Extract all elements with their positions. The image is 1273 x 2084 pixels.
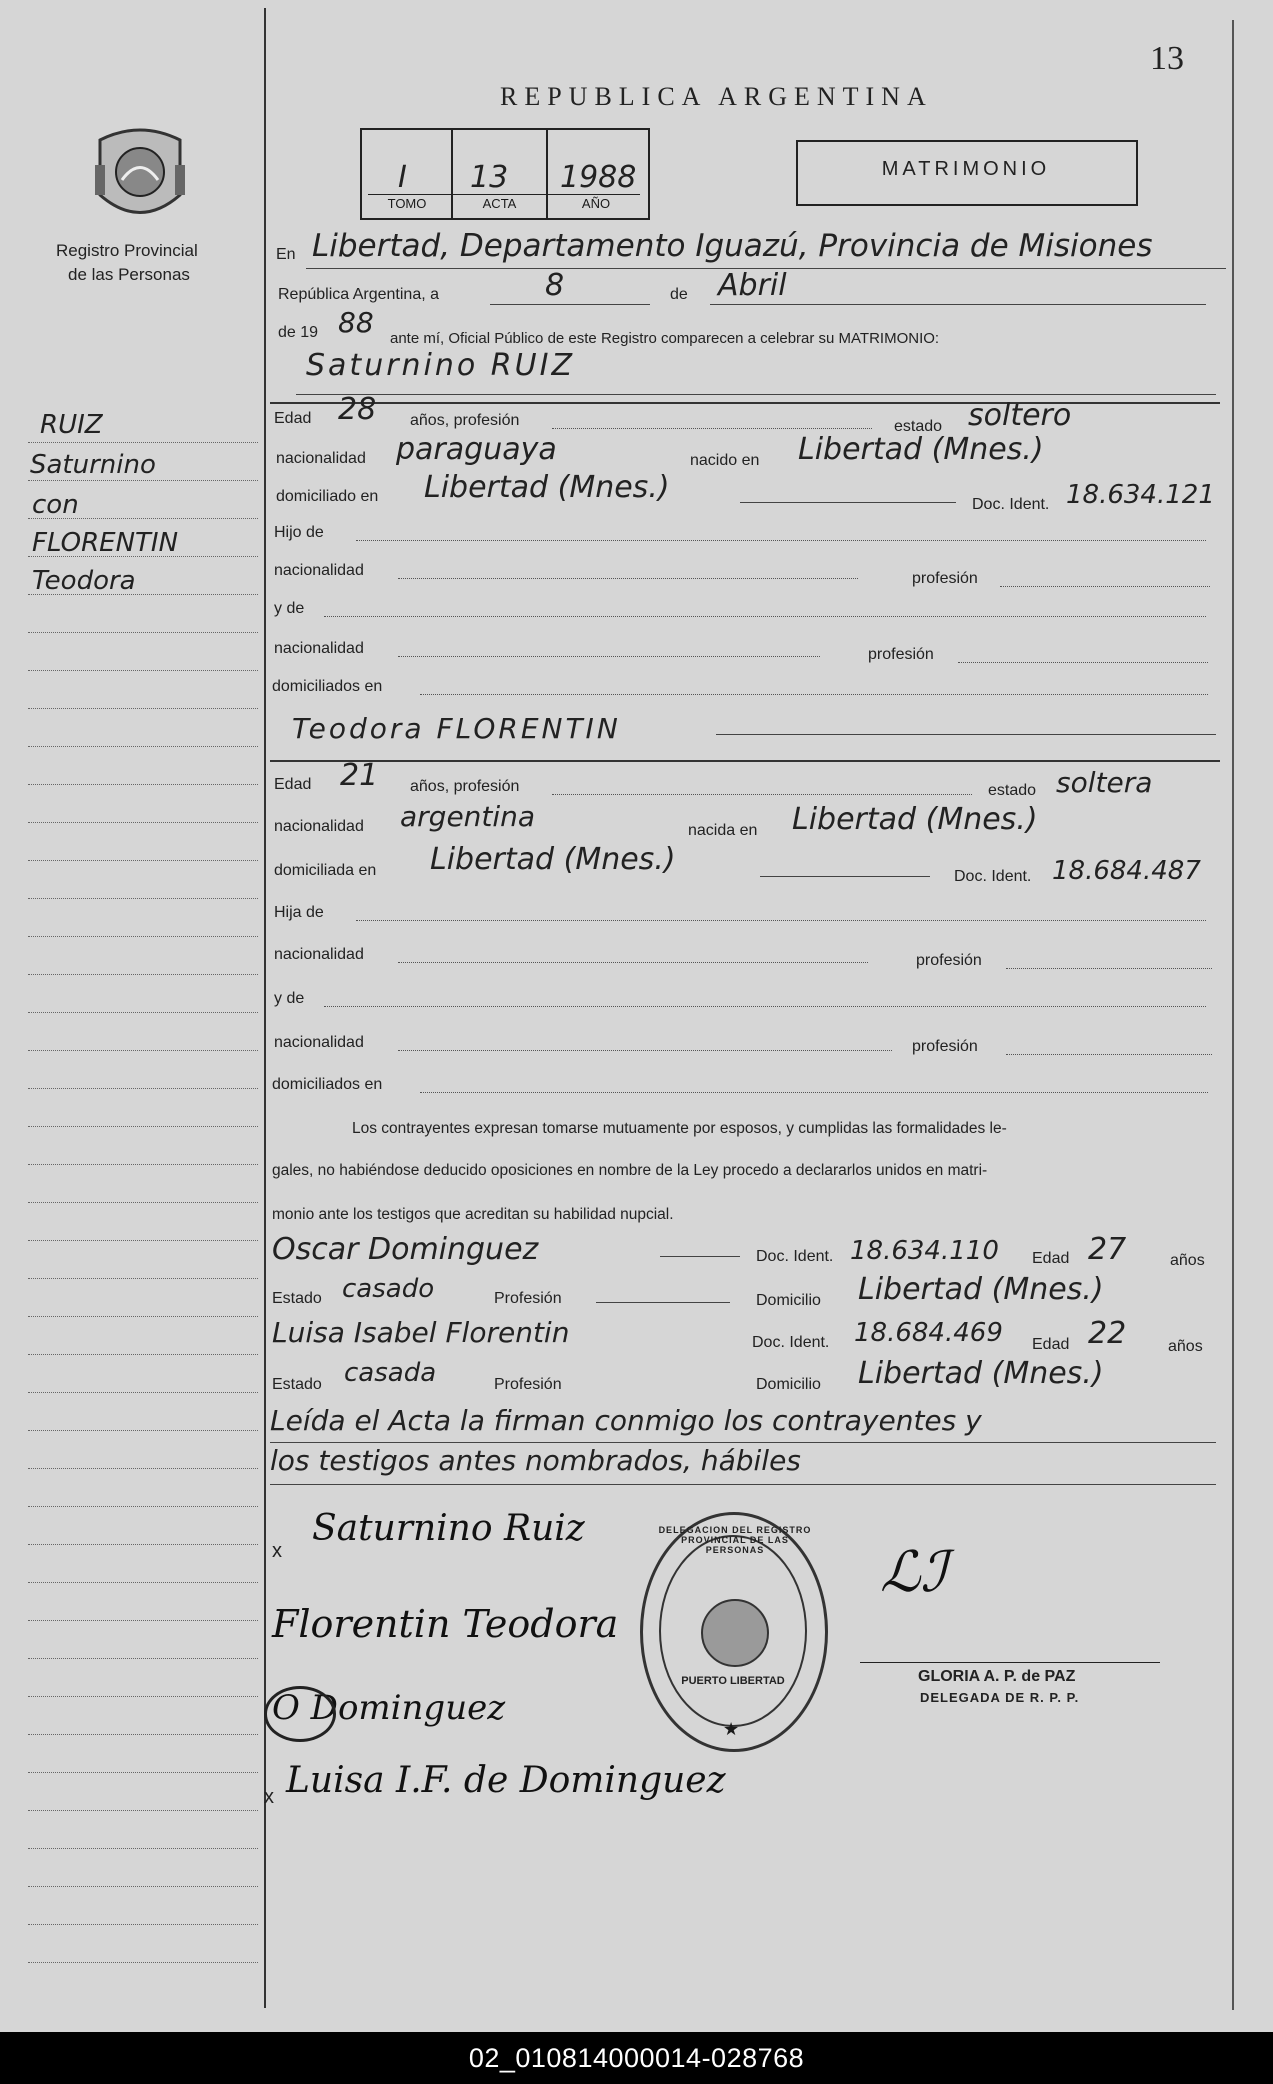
- intro-republica-label: República Argentina, a: [278, 286, 439, 303]
- margin-ruled-line: [28, 1734, 258, 1735]
- margin-ruled-line: [28, 1278, 258, 1279]
- bride-parent2-profesion-label: profesión: [912, 1038, 978, 1055]
- registry-name-line2: de las Personas: [68, 265, 190, 284]
- right-rule: [1232, 20, 1234, 2010]
- groom-estado: soltero: [968, 398, 1072, 433]
- intro-en-label: En: [276, 246, 296, 263]
- witness2-domicilio: Libertad (Mnes.): [858, 1356, 1104, 1391]
- witness2-anos-label: años: [1168, 1338, 1203, 1355]
- margin-ruled-line: [28, 822, 258, 823]
- country-heading: REPUBLICA ARGENTINA: [500, 82, 933, 111]
- page-number: 13: [1150, 40, 1184, 77]
- margin-ruled-line: [28, 594, 258, 595]
- margin-ruled-line: [28, 860, 258, 861]
- margin-ruled-line: [28, 1126, 258, 1127]
- bride-estado-label: estado: [988, 782, 1037, 799]
- witness2-age: 22: [1088, 1316, 1127, 1351]
- groom-doc-label: Doc. Ident.: [972, 496, 1050, 513]
- margin-ruled-line: [28, 1962, 258, 1963]
- margin-ruled-line: [28, 1582, 258, 1583]
- margin-ruled-line: [28, 974, 258, 975]
- bride-nacida-label: nacida en: [688, 822, 758, 839]
- declaration-line3: monio ante los testigos que acreditan su habilidad nupcial.: [272, 1206, 674, 1223]
- image-id-bar: 02_010814000014-028768: [0, 2032, 1273, 2084]
- margin-ruled-line: [28, 1430, 258, 1431]
- bride-hija-label: Hija de: [274, 904, 324, 921]
- witness1-domicilio-label: Domicilio: [756, 1292, 821, 1309]
- margin-ruled-line: [28, 670, 258, 671]
- margin-ruled-line: [28, 898, 258, 899]
- margin-ruled-line: [28, 1696, 258, 1697]
- margin-ruled-line: [28, 746, 258, 747]
- margin-note-firstname2: Teodora: [32, 566, 136, 596]
- declaration-line1: Los contrayentes expresan tomarse mutuamente por esposos, y cumplidas las formalidades le-: [352, 1120, 1007, 1137]
- witness2-signature: Luisa I.F. de Dominguez: [286, 1760, 726, 1801]
- margin-ruled-line: [28, 1468, 258, 1469]
- groom-domicilio: Libertad (Mnes.): [424, 470, 670, 505]
- witness2-domicilio-label: Domicilio: [756, 1376, 821, 1393]
- bride-parent1-nacionalidad-label: nacionalidad: [274, 946, 364, 963]
- margin-ruled-line: [28, 1620, 258, 1621]
- margin-ruled-line: [28, 1810, 258, 1811]
- seal-emblem-icon: [701, 1599, 769, 1667]
- witness1-age: 27: [1088, 1232, 1127, 1267]
- margin-ruled-line: [28, 1202, 258, 1203]
- bride-domicilio: Libertad (Mnes.): [430, 842, 676, 877]
- witness1-signature: O Dominguez: [272, 1688, 506, 1728]
- margin-ruled-line: [28, 556, 258, 557]
- bride-parent1-profesion-label: profesión: [916, 952, 982, 969]
- witness2-edad-label: Edad: [1032, 1336, 1070, 1353]
- bride-doc-label: Doc. Ident.: [954, 868, 1032, 885]
- bride-nacionalidad: argentina: [400, 800, 536, 833]
- bride-domiciliada-label: domiciliada en: [274, 862, 377, 879]
- groom-signature: Saturnino Ruiz: [312, 1508, 585, 1549]
- margin-ruled-line: [28, 1392, 258, 1393]
- bride-domiciliados-label: domiciliados en: [272, 1076, 383, 1093]
- acta-value: 13: [470, 160, 509, 195]
- witness2-estado-label: Estado: [272, 1376, 322, 1393]
- closing-line2: los testigos antes nombrados, hábiles: [270, 1444, 801, 1477]
- margin-ruled-line: [28, 1848, 258, 1849]
- margin-ruled-line: [28, 1316, 258, 1317]
- margin-ruled-line: [28, 936, 258, 937]
- bride-estado: soltera: [1056, 766, 1153, 799]
- closing-line1: Leída el Acta la firman conmigo los contrayentes y: [270, 1404, 982, 1437]
- witness2-doc-label: Doc. Ident.: [752, 1334, 830, 1351]
- groom-domiciliados-label: domiciliados en: [272, 678, 383, 695]
- intro-day: 8: [545, 268, 565, 303]
- bride-age: 21: [340, 758, 379, 793]
- witness1-doc-label: Doc. Ident.: [756, 1248, 834, 1265]
- groom-parent2-nacionalidad-label: nacionalidad: [274, 640, 364, 657]
- intro-place: Libertad, Departamento Iguazú, Provincia de Misiones: [312, 228, 1153, 264]
- margin-ruled-line: [28, 1886, 258, 1887]
- margin-ruled-line: [28, 1164, 258, 1165]
- intro-statement: ante mí, Oficial Público de este Registro comparecen a celebrar su MATRIMONIO:: [390, 330, 940, 347]
- bride-yde-label: y de: [274, 990, 305, 1007]
- province-emblem-icon: [90, 120, 190, 230]
- witness1-profesion-label: Profesión: [494, 1290, 562, 1307]
- groom-estado-label: estado: [894, 418, 943, 435]
- bride-signature: Florentin Teodora: [272, 1602, 619, 1646]
- groom-parent1-profesion-label: profesión: [912, 570, 978, 587]
- intro-de-label: de: [670, 286, 688, 303]
- margin-note-con: con: [32, 490, 79, 520]
- margin-ruled-line: [28, 632, 258, 633]
- margin-ruled-line: [28, 1050, 258, 1051]
- margin-ruled-line: [28, 1240, 258, 1241]
- record-type-label: MATRIMONIO: [881, 158, 1051, 180]
- margin-ruled-line: [28, 1924, 258, 1925]
- margin-ruled-line: [28, 1354, 258, 1355]
- groom-nacionalidad-label: nacionalidad: [276, 450, 366, 467]
- groom-parent1-nacionalidad-label: nacionalidad: [274, 562, 364, 579]
- margin-ruled-line: [28, 518, 258, 519]
- margin-ruled-line: [28, 1088, 258, 1089]
- groom-domiciliado-label: domiciliado en: [276, 488, 379, 505]
- witness2-name: Luisa Isabel Florentin: [272, 1316, 570, 1349]
- registry-name-line1: Registro Provincial: [56, 241, 198, 260]
- groom-anos-profesion-label: años, profesión: [410, 412, 520, 429]
- seal-center-text: PUERTO LIBERTAD: [681, 1675, 785, 1687]
- bride-name: Teodora FLORENTIN: [292, 712, 621, 745]
- intro-month: Abril: [718, 268, 787, 303]
- witness1-doc: 18.634.110: [850, 1236, 999, 1266]
- groom-edad-label: Edad: [274, 410, 312, 427]
- groom-parent2-profesion-label: profesión: [868, 646, 934, 663]
- declaration-line2: gales, no habiéndose deducido oposiciones en nombre de la Ley procedo a declararlos unidos en matri-: [272, 1162, 988, 1179]
- witness1-estado: casado: [342, 1274, 435, 1304]
- groom-name: Saturnino RUIZ: [306, 348, 575, 383]
- margin-ruled-line: [28, 708, 258, 709]
- margin-ruled-line: [28, 1012, 258, 1013]
- margin-ruled-line: [28, 1658, 258, 1659]
- bride-edad-label: Edad: [274, 776, 312, 793]
- witness1-name: Oscar Dominguez: [272, 1232, 539, 1267]
- officer-title: DELEGADA DE R. P. P.: [920, 1690, 1080, 1705]
- acta-label: ACTA: [482, 196, 517, 211]
- margin-ruled-line: [28, 1544, 258, 1545]
- officer-name: GLORIA A. P. de PAZ: [918, 1668, 1076, 1685]
- groom-nacido-label: nacido en: [690, 452, 760, 469]
- margin-ruled-line: [28, 1506, 258, 1507]
- officer-signature: ℒℐ: [880, 1540, 947, 1605]
- margin-ruled-line: [28, 480, 258, 481]
- tomo-value: I: [398, 160, 407, 195]
- groom-signature-mark: x: [272, 1540, 282, 1562]
- witness1-estado-label: Estado: [272, 1290, 322, 1307]
- bride-nacida: Libertad (Mnes.): [792, 802, 1038, 837]
- witness2-profesion-label: Profesión: [494, 1376, 562, 1393]
- groom-age: 28: [338, 392, 377, 427]
- witness1-edad-label: Edad: [1032, 1250, 1070, 1267]
- witness2-doc: 18.684.469: [854, 1318, 1003, 1348]
- groom-yde-label: y de: [274, 600, 305, 617]
- groom-hijo-label: Hijo de: [274, 524, 324, 541]
- margin-note-surname: RUIZ: [40, 410, 103, 440]
- anio-label: AÑO: [581, 196, 611, 211]
- witness2-signature-mark: x: [264, 1786, 274, 1808]
- tomo-label: TOMO: [387, 196, 427, 211]
- bride-parent2-nacionalidad-label: nacionalidad: [274, 1034, 364, 1051]
- witness1-domicilio: Libertad (Mnes.): [858, 1272, 1104, 1307]
- intro-year-suffix: 88: [338, 306, 374, 339]
- margin-note-firstname: Saturnino: [30, 450, 156, 480]
- margin-ruled-line: [28, 442, 258, 443]
- margin-ruled-line: [28, 1772, 258, 1773]
- bride-nacionalidad-label: nacionalidad: [274, 818, 364, 835]
- groom-nacido: Libertad (Mnes.): [798, 432, 1044, 467]
- seal-ring-text: DELEGACION DEL REGISTRO PROVINCIAL DE LAS PERSONAS: [658, 1525, 812, 1555]
- bride-doc: 18.684.487: [1052, 856, 1201, 886]
- margin-note-surname2: FLORENTIN: [32, 528, 179, 558]
- anio-value: 1988: [560, 160, 637, 195]
- groom-doc: 18.634.121: [1066, 480, 1215, 510]
- registry-seal: [640, 1512, 828, 1752]
- margin-ruled-line: [28, 784, 258, 785]
- witness1-anos-label: años: [1170, 1252, 1205, 1269]
- groom-nacionalidad: paraguaya: [396, 432, 557, 467]
- witness2-estado: casada: [344, 1358, 437, 1388]
- bride-anos-profesion-label: años, profesión: [410, 778, 520, 795]
- intro-year-prefix: de 19: [278, 324, 319, 341]
- star-icon: ★: [723, 1719, 740, 1739]
